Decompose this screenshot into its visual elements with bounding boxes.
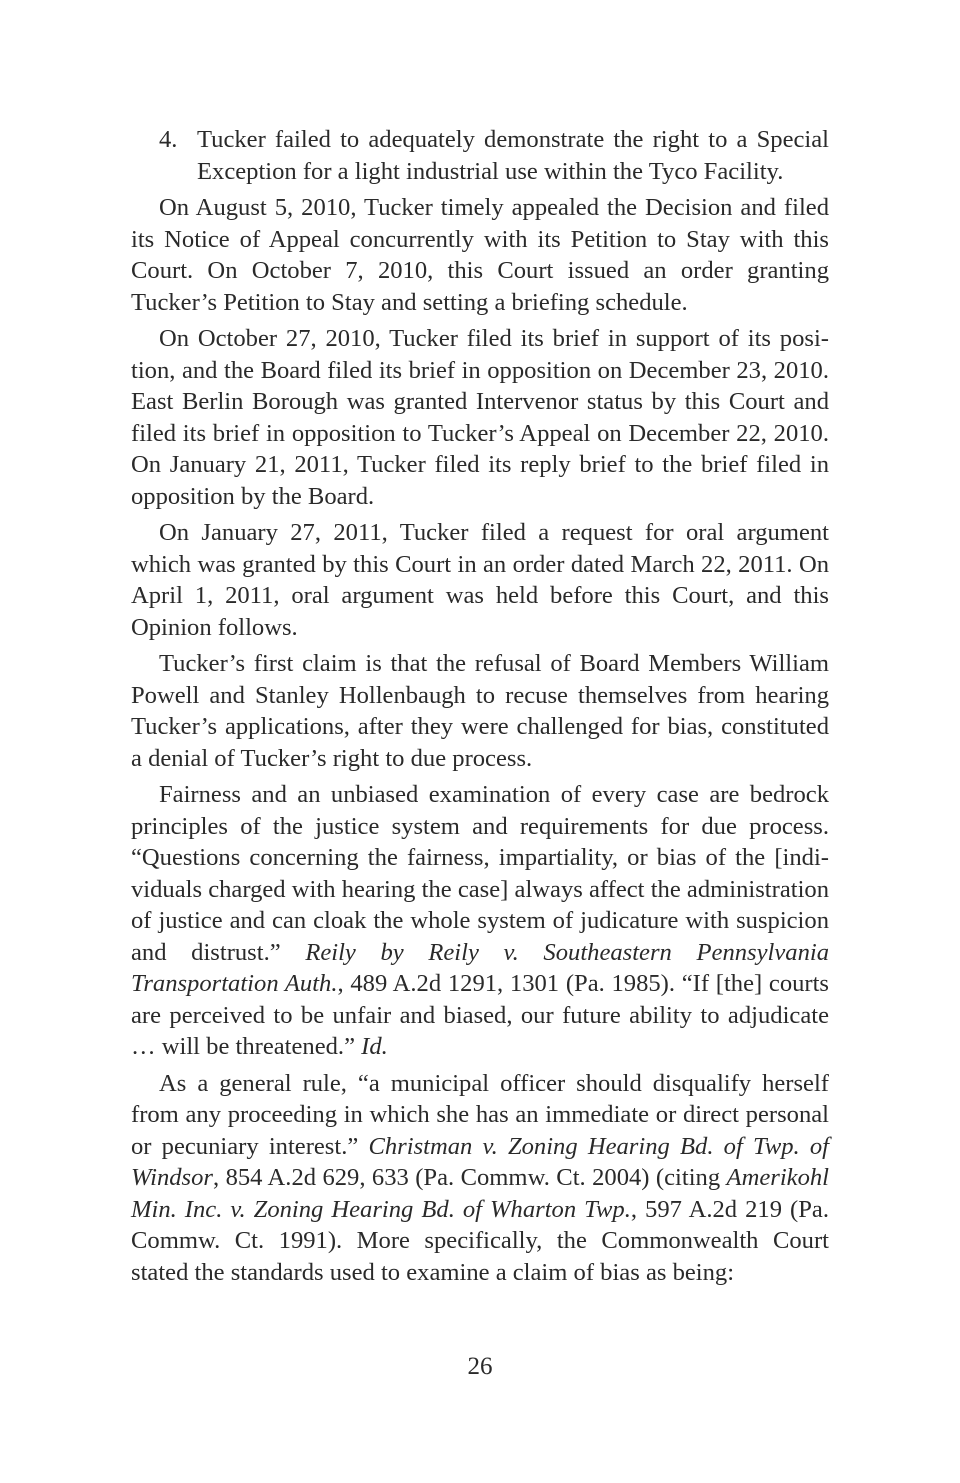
- paragraph-text: , 489 A.2d 1291, 1301 (Pa. 1985). “If [the] courts are perceived to be unfair and biased, our future ability to adjudicate … will be threatened.”: [131, 970, 830, 1060]
- list-item-number: 4.: [159, 126, 178, 153]
- case-citation: Reily by Reily v. Southeastern Pennsylvania Transportation Auth.: [131, 938, 829, 997]
- list-item-4: [131, 124, 829, 187]
- list-item-text: Tucker failed to adequately demonstrate the right to a Special Exception for a light industrial use within the Tyco Facility.: [197, 126, 829, 185]
- paragraph-appeal-filed: On August 5, 2010, Tucker timely appealed the Decision and filed its Notice of Appeal concurrently with its Petition to Stay with this Court. On October 7, 2010, this Court issued an order granting Tucker’s Petition to Stay and setting a briefing schedule.: [131, 194, 829, 316]
- case-citation: Id.: [361, 1033, 388, 1060]
- document-page: [131, 124, 829, 1293]
- paragraph-fairness: [131, 779, 829, 1063]
- paragraph-briefs: On October 27, 2010, Tucker filed its brief in support of its position, and the Board filed its brief in opposition on December 23, 2010. East Berlin Borough was granted Intervenor status by this Court and filed its brief in opposition to Tucker’s Appeal on December 22, 2010. On January 21, 2011, Tucker filed its reply brief to the brief filed in opposition by the Board.: [131, 325, 829, 510]
- paragraph-general-rule: [131, 1068, 829, 1289]
- page-number: 26: [467, 1353, 493, 1380]
- paragraph-first-claim: Tucker’s first claim is that the refusal of Board Members William Powell and Stanley Hollenbaugh to recuse themselves from hearing Tucker’s applications, after they were challenged for bias, constituted a denial of Tucker’s right to due process.: [131, 650, 829, 772]
- paragraph-text: Fairness and an unbiased examination of every case are bedrock principles of the justice system and requirements for due process. “Questions concerning the fairness, impartiality, or bias of the [individuals charged with hearing the case] always affect the administration of justice and can cloak the whole system of judicature with suspicion and distrust.”: [131, 781, 829, 966]
- paragraph-text: , 597 A.2d 219 (Pa. Commw. Ct. 1991). More specifically, the Commonwealth Court stated the standards used to examine a claim of bias as being:: [131, 1195, 829, 1286]
- case-citation: Christman v. Zoning Hearing Bd. of Twp. of Windsor: [131, 1132, 829, 1191]
- paragraph-oral-argument: On January 27, 2011, Tucker filed a request for oral argument which was granted by this Court in an order dated March 22, 2011. On April 1, 2011, oral argument was held before this Court, and this Opinion follows.: [131, 519, 829, 641]
- paragraph-text: , 854 A.2d 629, 633 (Pa. Commw. Ct. 2004) (citing: [213, 1164, 727, 1191]
- paragraph-text: As a general rule, “a municipal officer should disqualify herself from any proceeding in which she has an immediate or direct personal or pecuniary interest.”: [131, 1069, 829, 1160]
- case-citation: Amerikohl Min. Inc. v. Zoning Hearing Bd. of Wharton Twp.: [131, 1164, 829, 1223]
